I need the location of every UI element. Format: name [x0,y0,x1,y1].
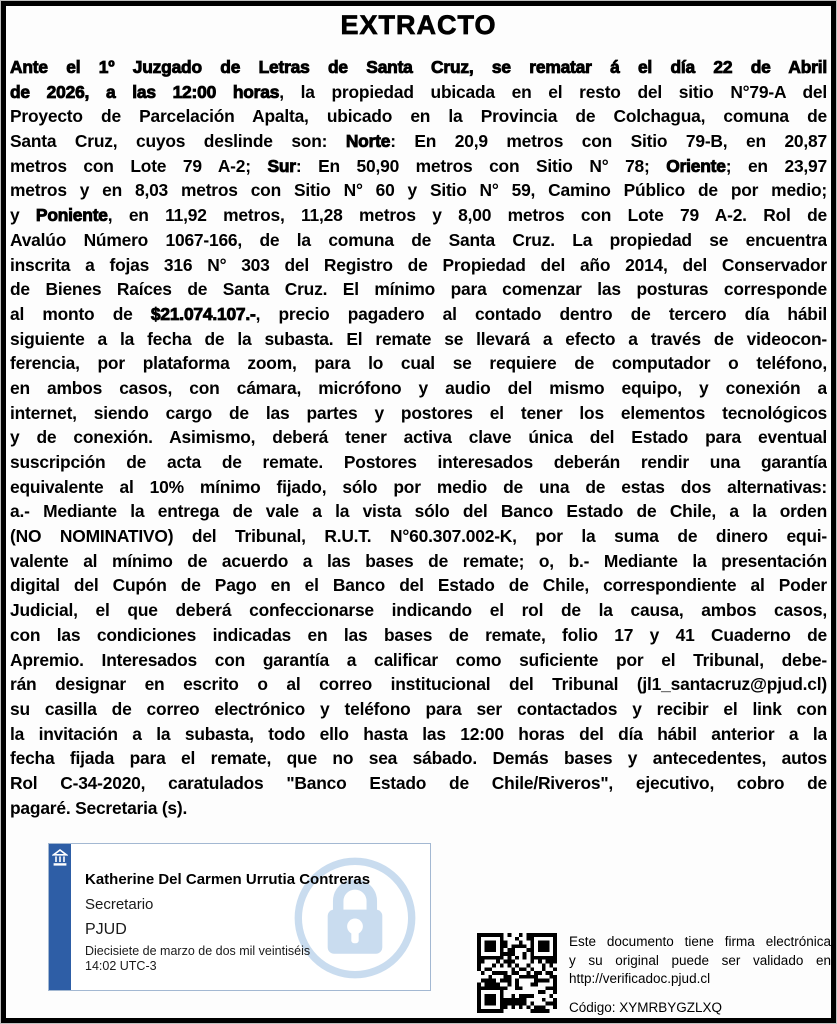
body-text-segment: Apremio. Interesados con garantía a calificar como suficiente por el Tribunal, debe- [10,649,827,670]
body-text-segment: , en 11,92 metros, 11,28 metros y 8,00 metros con Lote 79 A-2. Rol de [107,205,827,226]
body-line-13 [10,351,827,376]
body-text-segment: : En 50,90 metros con Sitio N° 78; [295,155,667,176]
qr-code-icon [477,933,557,1013]
body-text-segment: a.- Mediante la entrega de vale a la vista sólo del Banco Estado de Chile, a la orden [10,501,827,522]
body-emphasis: Ante el 1º Juzgado de Letras de Santa Cruz, se rematar á el día 22 de Abril [10,57,827,77]
body-emphasis: Sur [267,155,296,176]
body-line-19 [10,499,827,524]
verification-line: y su original puede ser validado en [569,952,831,968]
body-emphasis: Norte [345,131,391,152]
body-line-10 [10,277,827,302]
body-text-segment: Proyecto de Parcelación Apalta, ubicado en la Provincia de Colchagua, comuna de [10,106,827,127]
document-page [1,1,836,1023]
body-text-segment: al monto de [10,303,151,324]
body-text-segment: ; en 23,97 [725,155,827,176]
signature-time: 14:02 UTC-3 [85,959,157,973]
body-line-2 [10,80,827,105]
body-line-12 [10,327,827,352]
body-emphasis: Poniente [35,205,108,226]
signer-name: Katherine Del Carmen Urrutia Contreras [85,871,371,888]
body-text-segment: , la propiedad ubicada en el resto del sitio N°79-A del [279,81,827,102]
body-line-20 [10,524,827,549]
verification-block [477,933,831,1017]
body-line-26 [10,672,827,697]
body-text-segment: ferencia, por plataforma zoom, para lo cual se requiere de computador o teléfono, [10,353,827,374]
body-line-24 [10,623,827,648]
body-line-1 [10,55,827,80]
body-text-segment: digital del Cupón de Pago en el Banco del Estado de Chile, correspondiente al Poder [10,575,827,596]
body-text-segment: de Bienes Raíces de Santa Cruz. El mínimo para comenzar las posturas corresponde [10,279,827,300]
body-text-segment: suscripción de acta de remate. Postores interesados deberán rendir una garantía [10,452,827,472]
body-emphasis: Oriente [666,155,726,176]
body-text-segment: Judicial, el que deberá confeccionarse indicando el rol de la causa, ambos casos, [10,600,827,621]
body-emphasis: $21.074.107.- [150,303,256,324]
body-text-segment: equivalente al 10% mínimo fijado, sólo por medio de una de estas dos alternativas: [10,476,827,497]
signature-text [49,844,430,974]
verification-line: Este documento tiene firma electrónica [569,934,831,949]
body-line-28 [10,722,827,747]
body-text-segment: y [10,205,36,226]
body-line-5 [10,154,827,179]
body-line-15 [10,401,827,426]
body-text-segment: Rol C-34-2020, caratulados "Banco Estado de Chile/Riveros", ejecutivo, cobro de [10,772,827,793]
body-text-segment: valente al mínimo de acuerdo a las bases de remate; o, b.- Mediante la presentación [10,550,827,571]
signature-block [48,843,431,991]
body-line-11 [10,302,827,327]
body-text-segment: con las condiciones indicadas en las bases de remate, folio 17 y 41 Cuaderno de [10,624,827,645]
body-text-segment: : En 20,9 metros con Sitio 79-B, en 20,87 [390,131,827,152]
body-line-18 [10,475,827,500]
body-text-segment: internet, siendo cargo de las partes y postores el tener los elementos tecnológicos [10,402,827,423]
body-line-29 [10,746,827,771]
body-line-25 [10,648,827,673]
body-text-segment: pagaré. Secretaria (s). [10,797,188,818]
body-line-31 [10,796,827,821]
body-text-segment: en ambos casos, con cámara, micrófono y audio del mismo equipo, y conexión a [10,377,827,398]
verification-url: http://verificadoc.pjud.cl [569,971,711,986]
body-text-segment: Santa Cruz, cuyos deslinde son: [10,131,346,152]
body-line-7 [10,203,827,228]
body-emphasis: de 2026, a las 12:00 horas [10,81,280,102]
body-line-3 [10,104,827,129]
signer-organization: PJUD [85,921,127,938]
signature-date: Diecisiete de marzo de dos mil veintiséis [85,944,311,958]
body-line-23 [10,598,827,623]
body-line-14 [10,376,827,401]
verification-code: Código: XYMRBYGZLXQ [569,999,723,1015]
verification-text [569,933,831,1017]
signer-role: Secretario [85,896,154,913]
body-line-27 [10,697,827,722]
body-text-segment: inscrita a fojas 316 N° 303 del Registro de Propiedad del año 2014, del Conservador [10,254,827,275]
body-text-segment: y de conexión. Asimismo, deberá tener activa clave única del Estado para eventual [10,427,827,448]
body-line-6 [10,178,827,203]
body-text-segment: rán designar en escrito o al correo institucional del Tribunal (jl1_santacruz@pjud.cl) [10,674,827,695]
body-line-22 [10,573,827,598]
body-line-8 [10,228,827,253]
body-text-segment: metros con Lote 79 A-2; [10,155,268,176]
body-line-30 [10,771,827,796]
body-text-segment: siguiente a la fecha de la subasta. El remate se llevará a efecto a través de videocon- [10,328,827,349]
document-title: EXTRACTO [340,10,497,40]
document-body [10,55,827,820]
body-line-9 [10,253,827,278]
body-text-segment: la invitación a la subasta, todo ello hasta las 12:00 horas del día hábil anterior a la [10,723,827,744]
body-text-segment: , precio pagadero al contado dentro de tercero día hábil [255,303,827,324]
body-line-4 [10,129,827,154]
body-text-segment: metros y en 8,03 metros con Sitio N° 60 y Sitio N° 59, Camino Público de por medio; [10,180,827,201]
body-line-16 [10,425,827,450]
body-line-21 [10,549,827,574]
body-line-17 [10,450,827,475]
body-text-segment: fecha fijada para el remate, que no sea sábado. Demás bases y antecedentes, autos [10,748,827,769]
body-text-segment: Avalúo Número 1067-166, de la comuna de Santa Cruz. La propiedad se encuentra [10,229,827,250]
body-text-segment: (NO NOMINATIVO) del Tribunal, R.U.T. N°60.307.002-K, por la suma de dinero equi- [10,526,827,547]
body-text-segment: su casilla de correo electrónico y teléfono para ser contactados y recibir el link con [10,698,827,719]
